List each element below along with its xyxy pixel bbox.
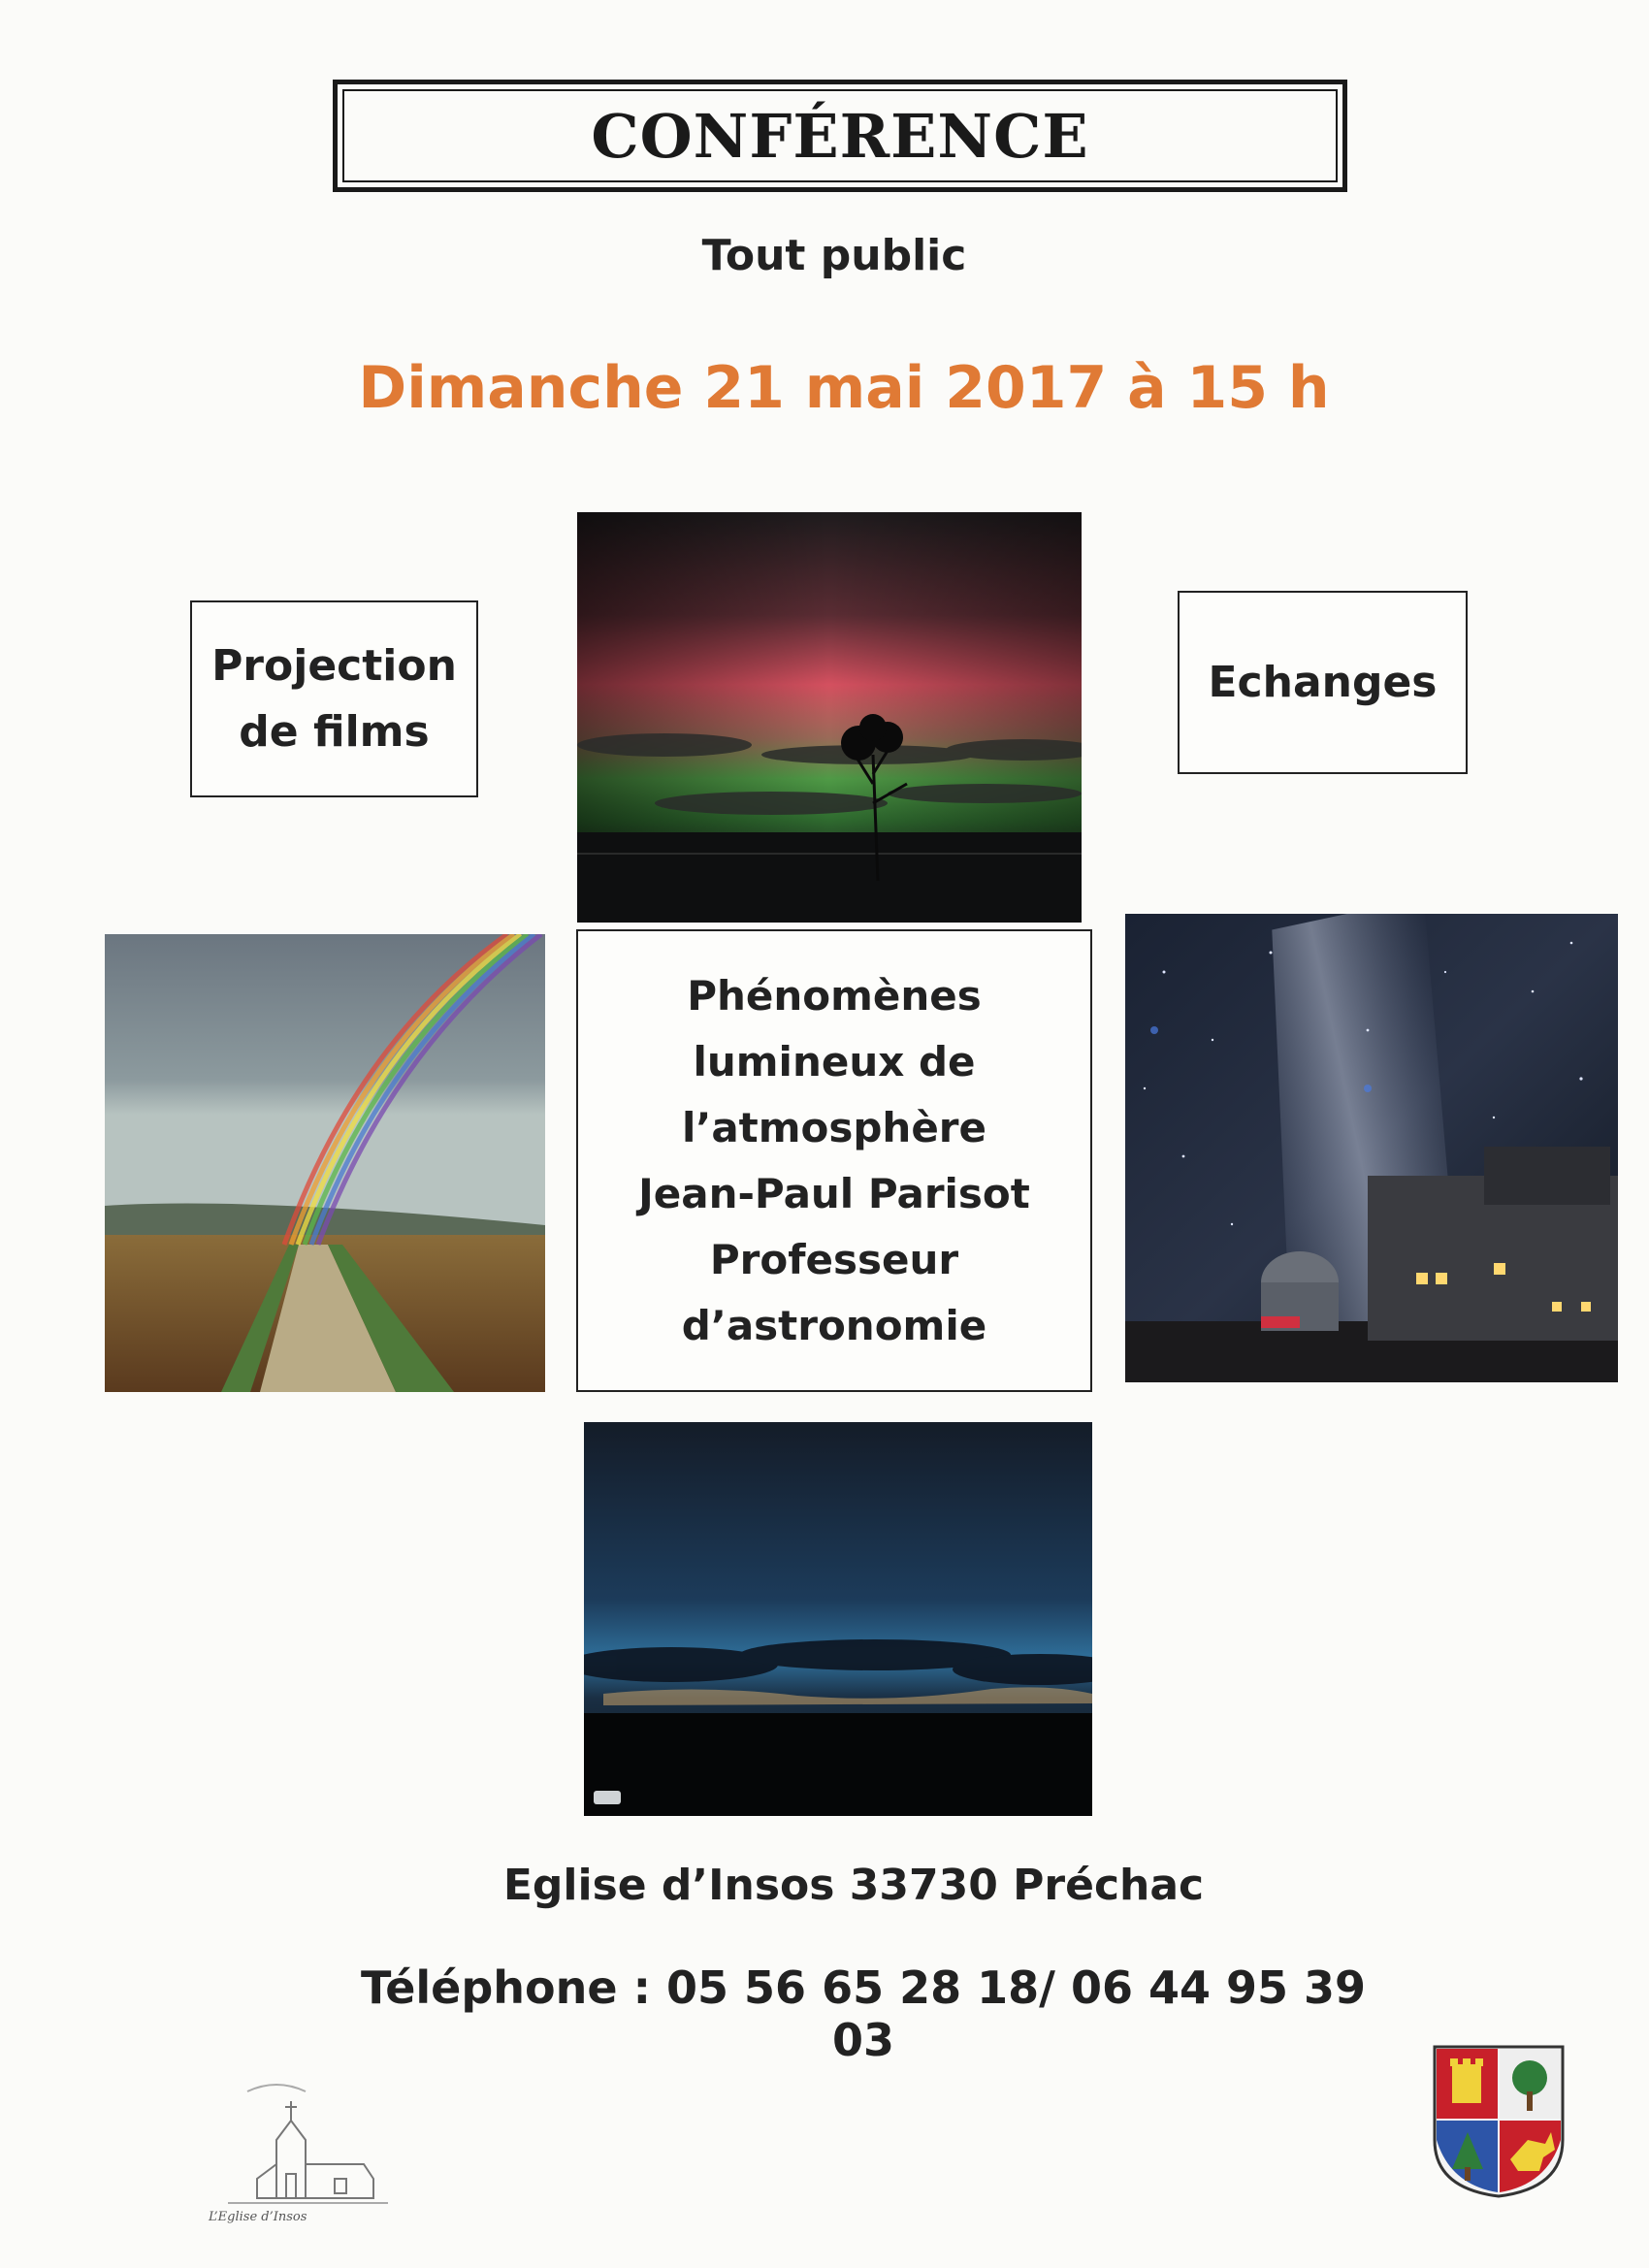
coat-of-arms-icon: [1431, 2043, 1567, 2200]
projection-line-1: Projection: [211, 640, 457, 691]
page-title: CONFÉRENCE: [591, 100, 1089, 172]
rainbow-photo: [105, 934, 545, 1392]
logo-caption: L’Eglise d’Insos: [209, 2210, 307, 2224]
echanges-label: Echanges: [1208, 658, 1438, 707]
echanges-box: [1178, 591, 1468, 774]
event-address: Eglise d’Insos 33730 Préchac: [502, 1861, 1205, 1910]
projection-line-2: de films: [239, 706, 430, 757]
noctilucent-photo: [584, 1422, 1092, 1816]
projection-box: [190, 600, 478, 797]
audience-label: Tout public: [701, 231, 967, 280]
speaker-name: Jean-Paul Parisot: [638, 1169, 1030, 1217]
speaker-title-1: Professeur: [709, 1235, 959, 1283]
church-logo: [218, 2082, 393, 2227]
observatory-photo: [1125, 914, 1618, 1382]
topic-line-3: l’atmosphère: [681, 1103, 987, 1151]
conference-topic-box: [576, 929, 1092, 1392]
event-date: Dimanche 21 mai 2017 à 15 h: [358, 354, 1330, 422]
speaker-title-2: d’astronomie: [681, 1301, 987, 1349]
contact-phone: Téléphone : 05 56 65 28 18/ 06 44 95 39 03: [360, 1961, 1367, 2066]
aurora-photo: [577, 512, 1082, 923]
topic-line-2: lumineux de: [693, 1037, 976, 1085]
title-box: [333, 80, 1347, 192]
topic-line-1: Phénomènes: [687, 971, 982, 1020]
